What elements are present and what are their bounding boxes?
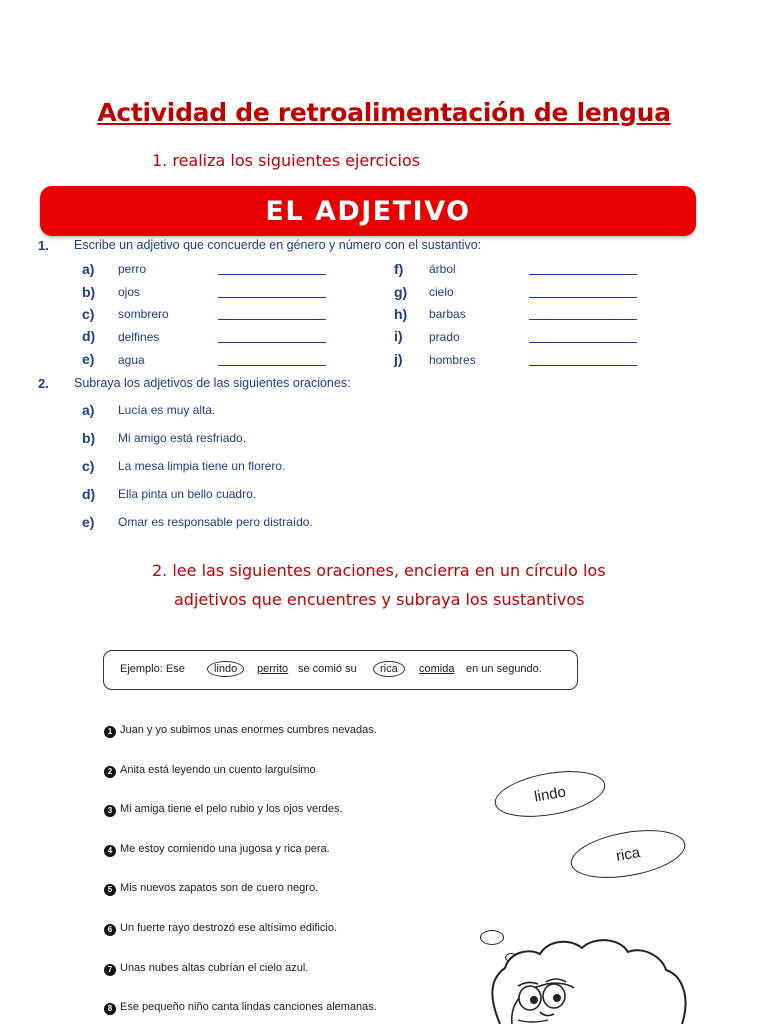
ws-text-7: Unas nubes altas cubrían el cielo azul. xyxy=(120,962,309,974)
character-eye-left xyxy=(519,986,541,1010)
example-mid: se comió su xyxy=(298,663,357,675)
section1-text: Escribe un adjetivo que concuerde en género y número con el sustantivo: xyxy=(74,238,482,252)
s2-letter-c: c) xyxy=(82,458,95,474)
ws-item-2 xyxy=(104,764,316,778)
s2-sentence-a: Lucía es muy alta. xyxy=(118,403,216,417)
s1-word-g: cielo xyxy=(429,285,454,299)
s2-sentence-d: Ella pinta un bello cuadro. xyxy=(118,487,257,501)
s2-letter-d: d) xyxy=(82,486,96,502)
section1-number: 1. xyxy=(38,238,49,253)
thought-bubble-lindo xyxy=(491,764,609,825)
page-title: Actividad de retroalimentación de lengua xyxy=(97,98,671,127)
ws-item-1 xyxy=(104,724,377,738)
s1-word-j: hombres xyxy=(429,353,476,367)
s1-letter-a: a) xyxy=(82,261,95,277)
ws-item-7 xyxy=(104,962,308,976)
s1-letter-e: e) xyxy=(82,351,95,367)
s1-blank-c[interactable] xyxy=(218,318,326,320)
number-bullet-icon: 1 xyxy=(104,726,116,738)
section2-text: Subraya los adjetivos de las siguientes oraciones: xyxy=(74,376,351,390)
s1-blank-g[interactable] xyxy=(529,296,637,298)
example-adjective-2: rica xyxy=(373,661,405,677)
s2-sentence-c: La mesa limpia tiene un florero. xyxy=(118,459,286,473)
s1-letter-j: j) xyxy=(394,351,403,367)
s2-letter-e: e) xyxy=(82,514,95,530)
s1-blank-h[interactable] xyxy=(529,318,637,320)
ws-item-5 xyxy=(104,882,318,896)
banner-text: EL ADJETIVO xyxy=(265,195,471,227)
s1-letter-f: f) xyxy=(394,261,404,277)
number-bullet-icon: 7 xyxy=(104,964,116,976)
s1-letter-b: b) xyxy=(82,284,96,300)
ws-item-8 xyxy=(104,1001,377,1015)
ws-item-6 xyxy=(104,922,337,936)
ws-text-4: Me estoy comiendo una jugosa y rica pera. xyxy=(120,843,330,855)
ws-text-5: Mis nuevos zapatos son de cuero negro. xyxy=(120,882,319,894)
ws-text-3: Mi amiga tiene el pelo rubio y los ojos verdes. xyxy=(120,803,343,815)
ws-text-6: Un fuerte rayo destrozó ese altísimo edificio. xyxy=(120,922,338,934)
s2-sentence-e: Omar es responsable pero distraído. xyxy=(118,515,313,529)
s1-word-h: barbas xyxy=(429,307,466,321)
example-noun-2: comida xyxy=(419,663,455,675)
s1-word-d: delfines xyxy=(118,330,160,344)
s1-word-i: prado xyxy=(429,330,460,344)
instruction-1: 1. realiza los siguientes ejercicios xyxy=(152,151,421,170)
s1-letter-h: h) xyxy=(394,306,408,322)
s1-word-f: árbol xyxy=(429,262,456,276)
adjetivo-banner xyxy=(40,186,696,236)
number-bullet-icon: 8 xyxy=(104,1003,116,1015)
example-noun-1: perrito xyxy=(257,663,289,675)
s2-letter-b: b) xyxy=(82,430,96,446)
ws-text-1: Juan y yo subimos unas enormes cumbres nevadas. xyxy=(120,724,377,736)
ws-text-8: Ese pequeño niño canta lindas canciones alemanas. xyxy=(120,1001,377,1013)
s1-letter-d: d) xyxy=(82,328,96,344)
s1-blank-d[interactable] xyxy=(218,341,326,343)
ws-text-2: Anita está leyendo un cuento larguísimo xyxy=(120,764,316,776)
s2-sentence-b: Mi amigo está resfriado. xyxy=(118,431,247,445)
number-bullet-icon: 2 xyxy=(104,766,116,778)
instruction-2-line2: adjetivos que encuentres y subraya los sustantivos xyxy=(174,590,585,609)
s1-word-a: perro xyxy=(118,262,147,276)
example-suffix: en un segundo. xyxy=(466,663,542,675)
s1-word-c: sombrero xyxy=(118,307,169,321)
s1-blank-e[interactable] xyxy=(218,364,326,366)
example-prefix: Ejemplo: Ese xyxy=(120,663,185,675)
section2-number: 2. xyxy=(38,376,49,391)
character-hair-outline xyxy=(492,940,685,1024)
instruction-2 xyxy=(152,556,606,614)
s1-word-e: agua xyxy=(118,353,145,367)
number-bullet-icon: 3 xyxy=(104,805,116,817)
thought-bubble-rica-text: rica xyxy=(614,843,642,865)
s1-blank-j[interactable] xyxy=(529,364,637,366)
s1-word-b: ojos xyxy=(118,285,141,299)
s2-letter-a: a) xyxy=(82,402,95,418)
thought-bubble-rica xyxy=(567,822,689,885)
s1-blank-f[interactable] xyxy=(529,273,637,275)
s1-blank-i[interactable] xyxy=(529,341,637,343)
s1-blank-b[interactable] xyxy=(218,296,326,298)
s1-letter-g: g) xyxy=(394,284,408,300)
ws-item-4 xyxy=(104,843,330,857)
number-bullet-icon: 6 xyxy=(104,924,116,936)
number-bullet-icon: 4 xyxy=(104,845,116,857)
s1-letter-i: i) xyxy=(394,328,403,344)
ws-item-3 xyxy=(104,803,343,817)
example-adjective-1: lindo xyxy=(207,661,244,677)
cartoon-character xyxy=(470,920,730,1024)
s1-blank-a[interactable] xyxy=(218,273,326,275)
instruction-2-line1: 2. lee las siguientes oraciones, encierra en un círculo los xyxy=(152,561,606,580)
number-bullet-icon: 5 xyxy=(104,884,116,896)
s1-letter-c: c) xyxy=(82,306,95,322)
thought-bubble-lindo-text: lindo xyxy=(532,782,568,806)
